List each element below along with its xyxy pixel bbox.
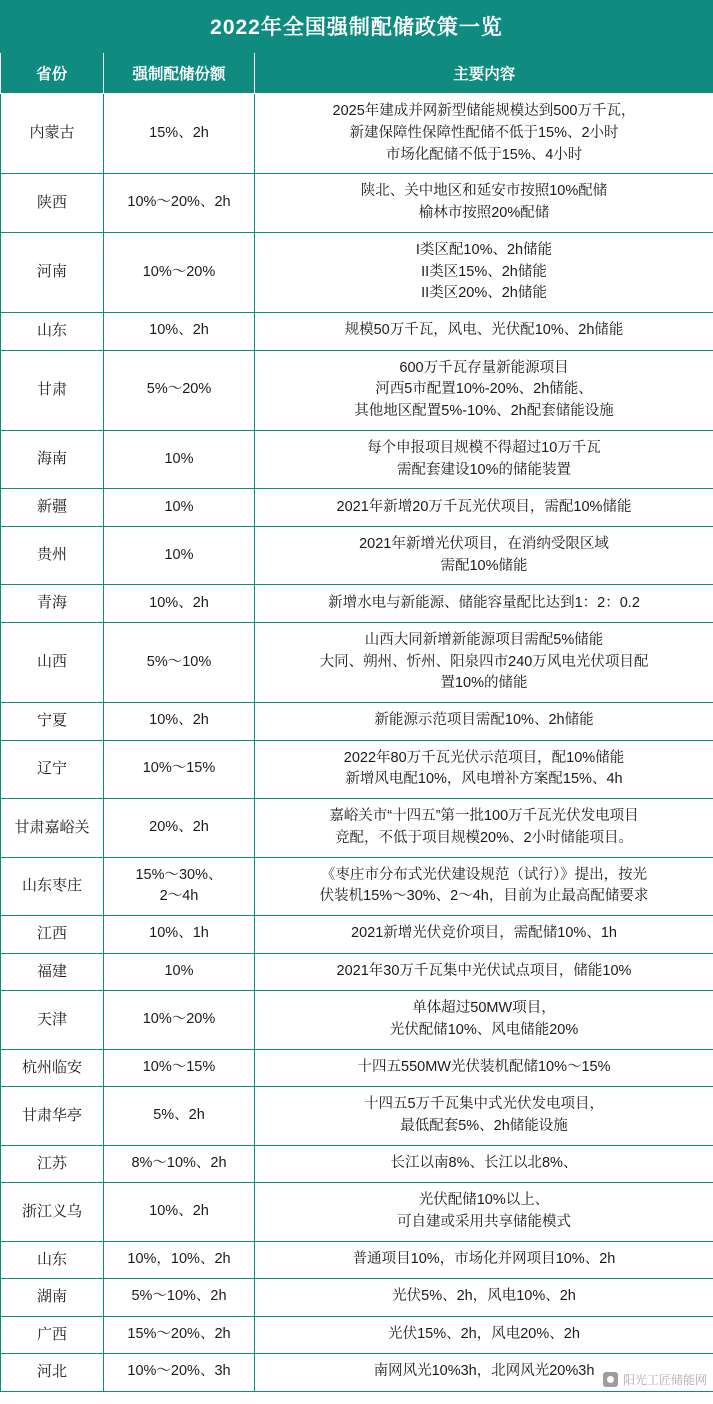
table-row — [1, 953, 713, 991]
cell-content-line: 山西大同新增新能源项目需配5%储能 — [364, 631, 604, 648]
table-row — [1, 430, 713, 489]
cell-province: 青海 — [1, 585, 104, 623]
watermark-label: 阳光工匠储能网 — [622, 1372, 707, 1387]
table-row — [1, 526, 713, 585]
cell-content — [255, 94, 713, 174]
cell-share: 10%～20% — [104, 991, 255, 1050]
cell-content — [255, 799, 713, 858]
table-row — [1, 489, 713, 527]
cell-share: 10% — [104, 526, 255, 585]
cell-content-line: 每个申报项目规模不得超过10万千瓦 — [367, 439, 601, 456]
cell-content-line: 2021年30万千瓦集中光伏试点项目，储能10% — [336, 962, 632, 979]
cell-share: 5%～10% — [104, 622, 255, 702]
cell-share: 10%、2h — [104, 585, 255, 623]
table-row — [1, 1087, 713, 1146]
cell-content — [255, 526, 713, 585]
cell-content-line: 其他地区配置5%-10%、2h配套储能设施 — [354, 403, 614, 419]
cell-share: 10%～20%、3h — [104, 1354, 255, 1392]
cell-share — [104, 857, 255, 916]
cell-content — [255, 1183, 713, 1242]
cell-province: 甘肃华亭 — [1, 1087, 104, 1146]
cell-content — [255, 1279, 713, 1317]
cell-content-line: 2021新增光伏竞价项目，需配储10%、1h — [351, 925, 617, 942]
cell-share: 10% — [104, 953, 255, 991]
cell-content-line: 《枣庄市分布式光伏建设规范（试行）》提出，按光 — [320, 866, 648, 883]
cell-content-line: 2021年新增光伏项目，在消纳受限区域 — [359, 535, 609, 552]
table-row — [1, 1145, 713, 1183]
cell-province: 宁夏 — [1, 703, 104, 741]
cell-share: 5%、2h — [104, 1087, 255, 1146]
cell-content-line: 陕北、关中地区和延安市按照10%配储 — [360, 183, 608, 200]
table-row — [1, 350, 713, 430]
cell-content-line: 2022年80万千瓦光伏示范项目，配10%储能 — [343, 749, 625, 766]
cell-content — [255, 740, 713, 799]
table-row — [1, 916, 713, 954]
table-row — [1, 585, 713, 623]
cell-content — [255, 232, 713, 312]
cell-content-line: 2021年新增20万千瓦光伏项目，需配10%储能 — [336, 498, 632, 515]
cell-province: 海南 — [1, 430, 104, 489]
cell-province: 广西 — [1, 1316, 104, 1354]
table-row — [1, 857, 713, 916]
cell-province: 江苏 — [1, 1145, 104, 1183]
cell-province: 辽宁 — [1, 740, 104, 799]
cell-share: 10%～20%、2h — [104, 174, 255, 233]
table-row — [1, 991, 713, 1050]
cell-share: 5%～20% — [104, 350, 255, 430]
cell-content-line: 2025年建成并网新型储能规模达到500万千瓦， — [332, 103, 636, 119]
cell-content — [255, 991, 713, 1050]
cell-content-line: II类区15%、2h储能 — [421, 263, 547, 280]
cell-share: 10%～15% — [104, 1049, 255, 1087]
cell-share: 10% — [104, 430, 255, 489]
cell-content — [255, 1316, 713, 1354]
cell-province: 贵州 — [1, 526, 104, 585]
cell-province: 浙江义乌 — [1, 1183, 104, 1242]
cell-content-line: 需配套建设10%的储能装置 — [396, 461, 572, 478]
table-header-row — [1, 53, 713, 94]
column-header-province: 省份 — [1, 53, 104, 94]
table-row — [1, 174, 713, 233]
cell-province: 甘肃 — [1, 350, 104, 430]
cell-content-line: 榆林市按照20%配储 — [418, 205, 550, 221]
watermark-logo-icon — [603, 1372, 618, 1387]
table-row — [1, 1316, 713, 1354]
cell-content — [255, 703, 713, 741]
cell-content — [255, 953, 713, 991]
table-row — [1, 622, 713, 702]
cell-content — [255, 622, 713, 702]
cell-share: 10%，10%、2h — [104, 1241, 255, 1279]
cell-share: 10%、1h — [104, 916, 255, 954]
cell-content-line: I类区配10%、2h储能 — [415, 241, 553, 258]
cell-content-line: 600万千瓦存量新能源项目 — [399, 359, 569, 376]
table-row — [1, 94, 713, 174]
cell-content-line: 新能源示范项目需配10%、2h储能 — [374, 712, 594, 729]
cell-content — [255, 489, 713, 527]
cell-content-line: 置10%的储能 — [440, 675, 528, 692]
cell-province: 杭州临安 — [1, 1049, 104, 1087]
table-row — [1, 1279, 713, 1317]
cell-content-line: 普通项目10%，市场化并网项目10%、2h — [352, 1250, 616, 1267]
cell-content-line: II类区20%、2h储能 — [421, 285, 547, 302]
cell-content-line: 十四五550MW光伏装机配储10%～15% — [357, 1058, 611, 1075]
cell-province: 山东枣庄 — [1, 857, 104, 916]
watermark — [603, 1371, 707, 1388]
cell-content-line: 嘉峪关市“十四五”第一批100万千瓦光伏发电项目 — [329, 808, 639, 824]
table-row — [1, 740, 713, 799]
column-header-content: 主要内容 — [255, 53, 713, 94]
cell-content-line: 大同、朔州、忻州、阳泉四市240万风电光伏项目配 — [319, 653, 649, 670]
cell-share: 10% — [104, 489, 255, 527]
cell-content-line: 可自建或采用共享储能模式 — [397, 1213, 571, 1230]
cell-content-line: 光伏配储10%以上、 — [418, 1192, 550, 1208]
cell-content-line: 竞配，不低于项目规模20%、2小时储能项目。 — [334, 829, 634, 846]
cell-province: 湖南 — [1, 1279, 104, 1317]
cell-content — [255, 1241, 713, 1279]
cell-province: 天津 — [1, 991, 104, 1050]
table-row — [1, 1183, 713, 1242]
cell-content-line: 光伏5%、2h，风电10%、2h — [392, 1288, 576, 1305]
table-row — [1, 313, 713, 351]
cell-content — [255, 1145, 713, 1183]
cell-province: 河北 — [1, 1354, 104, 1392]
cell-content-line: 单体超过50MW项目， — [412, 1000, 556, 1016]
cell-content — [255, 1049, 713, 1087]
cell-content — [255, 1087, 713, 1146]
cell-province: 山东 — [1, 1241, 104, 1279]
column-header-share: 强制配储份额 — [104, 53, 255, 94]
cell-share: 10%～20% — [104, 232, 255, 312]
cell-content — [255, 857, 713, 916]
cell-content-line: 伏装机15%～30%、2～4h，目前为止最高配储要求 — [319, 888, 649, 905]
cell-content-line: 长江以南8%、长江以北8%、 — [390, 1154, 578, 1171]
cell-content-line: 南网风光10%3h，北网风光20%3h — [373, 1363, 595, 1380]
cell-share: 15%～20%、2h — [104, 1316, 255, 1354]
cell-province: 山东 — [1, 313, 104, 351]
cell-content-line: 新增水电与新能源、储能容量配比达到1：2：0.2 — [328, 594, 640, 611]
cell-content-line: 十四五5万千瓦集中式光伏发电项目， — [363, 1096, 605, 1112]
table-row — [1, 799, 713, 858]
cell-province: 河南 — [1, 232, 104, 312]
cell-share: 10%～15% — [104, 740, 255, 799]
cell-share: 10%、2h — [104, 313, 255, 351]
cell-content — [255, 430, 713, 489]
page-title: 2022年全国强制配储政策一览 — [0, 0, 713, 53]
table-body — [1, 94, 713, 1392]
cell-share: 15%、2h — [104, 94, 255, 174]
cell-share: 10%、2h — [104, 703, 255, 741]
cell-content — [255, 585, 713, 623]
table-row — [1, 232, 713, 312]
cell-share-line: 15%～30%、 — [135, 866, 223, 883]
cell-content-line: 光伏15%、2h，风电20%、2h — [388, 1325, 580, 1342]
cell-province: 内蒙古 — [1, 94, 104, 174]
cell-content-line: 河西5市配置10%-20%、2h储能、 — [375, 381, 593, 398]
table-header — [1, 53, 713, 94]
cell-share: 8%～10%、2h — [104, 1145, 255, 1183]
cell-province: 福建 — [1, 953, 104, 991]
cell-content-line: 新建保障性保障性配储不低于15%、2小时 — [349, 124, 619, 141]
cell-content — [255, 313, 713, 351]
cell-content-line: 新增风电配10%，风电增补方案配15%、4h — [345, 771, 623, 788]
cell-content-line: 最低配套5%、2h储能设施 — [400, 1117, 568, 1134]
cell-province: 甘肃嘉峪关 — [1, 799, 104, 858]
cell-content-line: 规模50万千瓦，风电、光伏配10%、2h储能 — [344, 322, 624, 339]
cell-share: 5%～10%、2h — [104, 1279, 255, 1317]
cell-content — [255, 916, 713, 954]
table-row — [1, 1049, 713, 1087]
cell-content-line: 需配10%储能 — [440, 557, 528, 574]
cell-province: 新疆 — [1, 489, 104, 527]
cell-content — [255, 174, 713, 233]
cell-content — [255, 350, 713, 430]
cell-province: 山西 — [1, 622, 104, 702]
cell-province: 江西 — [1, 916, 104, 954]
cell-content-line: 市场化配储不低于15%、4小时 — [385, 146, 583, 163]
cell-province: 陕西 — [1, 174, 104, 233]
cell-share: 10%、2h — [104, 1183, 255, 1242]
cell-share: 20%、2h — [104, 799, 255, 858]
table-row — [1, 1241, 713, 1279]
cell-content-line: 光伏配储10%、风电储能20% — [389, 1021, 579, 1038]
policy-table — [0, 53, 713, 1392]
cell-share-line: 2～4h — [159, 888, 199, 905]
table-row — [1, 703, 713, 741]
